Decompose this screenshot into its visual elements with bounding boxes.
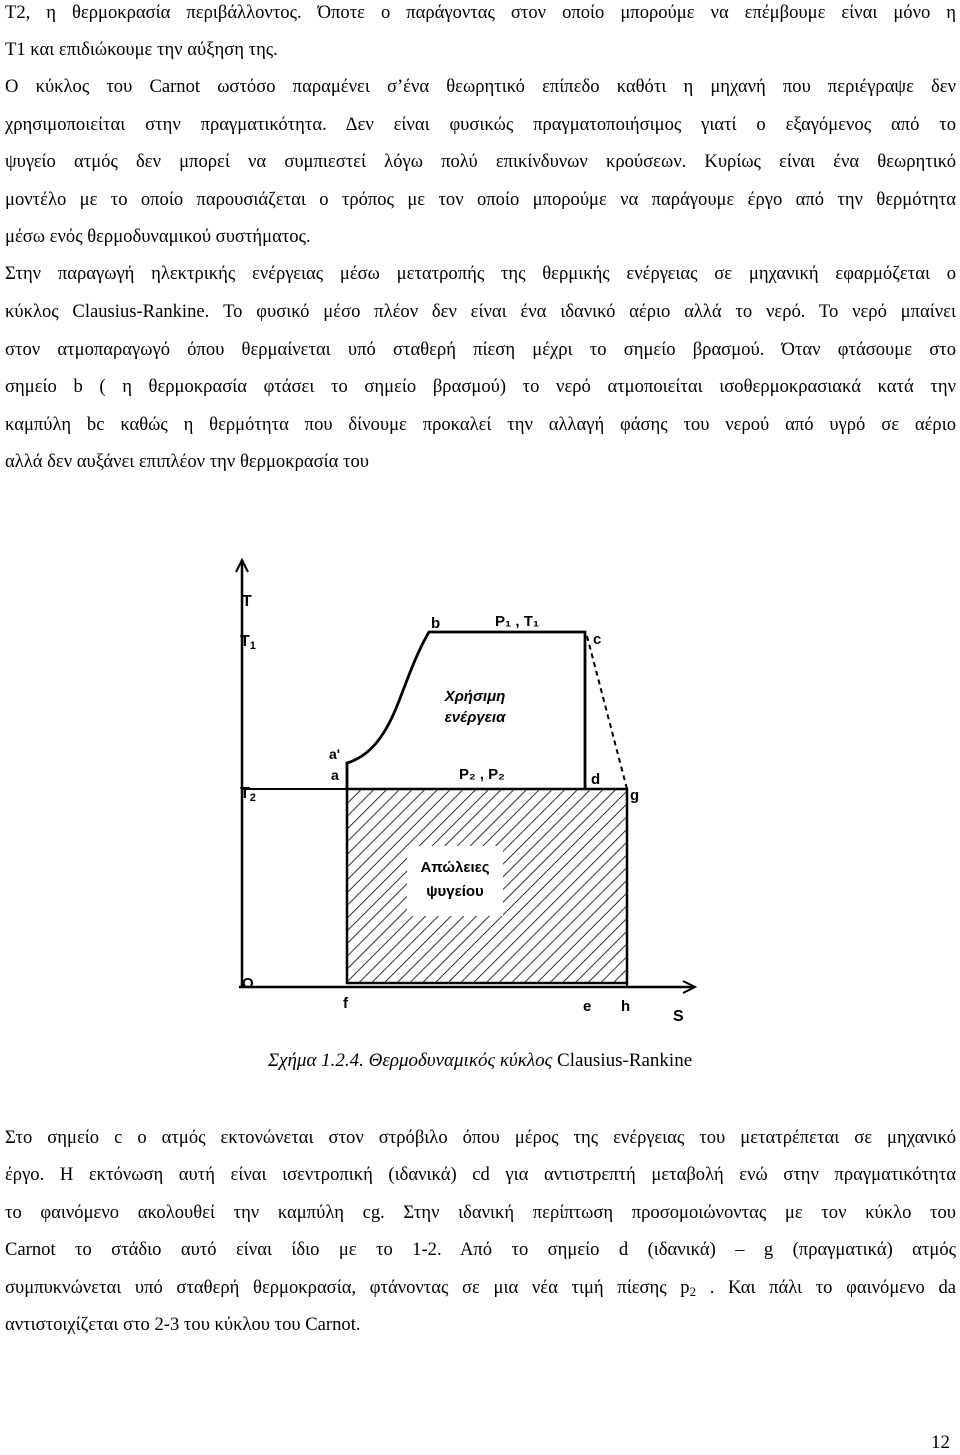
text-line-1: T2, η θερμοκρασία περιβάλλοντος. Όποτε ο παράγοντας στον οποίο μπορούμε να επέμβουμε είναι μόνο η <box>5 2 956 23</box>
text-line-13: αλλά δεν αυξάνει επιπλέον την θερμοκρασία του <box>5 451 369 472</box>
text-line-8: Στην παραγωγή ηλεκτρικής ενέργειας μέσω μετατροπής της θερμικής ενέργειας σε μηχανική εφαρμόζεται ο <box>5 263 956 284</box>
text-line-18 <box>5 1277 956 1303</box>
point-a-prime-label: a' <box>329 746 341 762</box>
point-f-label: f <box>343 995 348 1012</box>
point-b-label: b <box>431 615 441 632</box>
text-line-18-part-a: συμπυκνώνεται υπό σταθερή θερμοκρασία, φτάνοντας σε μια νέα τιμή πίεσης p <box>5 1277 690 1298</box>
text-line-19: αντιστοιχίζεται στο 2-3 του κύκλου του Carnot. <box>5 1314 361 1335</box>
text-line-2: T1 και επιδιώκουμε την αύξηση της. <box>5 39 278 60</box>
losses-label-2: ψυγείου <box>426 883 484 900</box>
axis-s-label: S <box>673 1008 684 1025</box>
tick-t2-label: T2 <box>240 785 256 804</box>
losses-label-1: Απώλειες <box>420 859 490 876</box>
tick-t1-label: T1 <box>240 633 256 652</box>
point-g-label: g <box>630 787 640 804</box>
page-number: 12 <box>931 1432 950 1453</box>
point-d-label: d <box>591 771 601 788</box>
origin-label: O <box>242 975 254 992</box>
pressure-subscript: 2 <box>689 1284 697 1299</box>
rankine-cycle-figure <box>225 556 705 1026</box>
text-line-11: σημείο b ( η θερμοκρασία φτάσει το σημείο βρασμού) το νερό ατμοποιείται ισοθερμοκρασιακά κατά την <box>5 376 956 397</box>
text-line-14: Στο σημείο c ο ατμός εκτονώνεται στον στρόβιλο όπου μέρος της ενέργειας του μετατρέπεται σε μηχανικό <box>5 1127 956 1148</box>
text-line-10: στον ατμοπαραγωγό όπου θερμαίνεται υπό σταθερή πίεση μέχρι το σημείο βρασμού. Όταν φτάσουμε στο <box>5 339 956 360</box>
useful-energy-label-1: Χρήσιμη <box>444 688 506 705</box>
text-line-16: το φαινόμενο ακολουθεί την καμπύλη cg. Στην ιδανική περίπτωση προσομοιώνοντας με τον κύκλο του <box>5 1202 956 1223</box>
text-line-4: χρησιμοποιείται στην πραγματικότητα. Δεν είναι φυσικώς πραγματοποιήσιμος γιατί ο εξαγόμενος από το <box>5 114 956 135</box>
figure-caption <box>0 1049 960 1073</box>
text-line-7: μέσω ενός θερμοδυναμικού συστήματος. <box>5 226 311 247</box>
text-line-3: Ο κύκλος του Carnot ωστόσο παραμένει σ’ένα θεωρητικό επίπεδο καθότι η μηχανή που περιέγραψε δεν <box>5 76 956 97</box>
text-line-17: Carnot το στάδιο αυτό είναι ίδιο με το 1-2. Από το σημείο d (ιδανικά) – g (πραγματικά) ατμός <box>5 1239 956 1260</box>
expansion-cg-dashed <box>587 636 627 789</box>
text-line-6: μοντέλο με το οποίο παρουσιάζεται ο τρόπος με τον οποίο μπορούμε να παράγουμε έργο από την θερμότητα <box>5 189 956 210</box>
point-a-label: a <box>331 767 339 783</box>
caption-normal: Clausius-Rankine <box>552 1050 693 1071</box>
text-line-18-part-b: . Και πάλι το φαινόμενο da <box>696 1277 956 1298</box>
text-line-15: έργο. Η εκτόνωση αυτή είναι ισεντροπική (ιδανικά) cd για αντιστρεπτή μεταβολή ενώ στην πραγματικότητα <box>5 1164 956 1185</box>
text-line-12: καμπύλη bc καθώς η θερμότητα που δίνουμε προκαλεί την αλλαγή φάσης του νερού από υγρό σε αέριο <box>5 414 956 435</box>
text-line-9: κύκλος Clausius-Rankine. Το φυσικό μέσο πλέον δεν είναι ένα ιδανικό αέριο αλλά το νερό. Το νερό μπαίνει <box>5 301 956 322</box>
caption-italic: Σχήμα 1.2.4. Θερμοδυναμικός κύκλος <box>267 1050 553 1071</box>
point-e-label: e <box>583 998 592 1015</box>
point-h-label: h <box>621 998 631 1015</box>
p2-label: P₂ , P₂ <box>459 766 505 783</box>
axis-t-label: T <box>242 593 252 610</box>
text-line-5: ψυγείο ατμός δεν μπορεί να συμπιεστεί λόγω πολύ επικίνδυνων κρούσεων. Κυρίως είναι ένα θεωρητικό <box>5 151 956 172</box>
useful-energy-label-2: ενέργεια <box>444 709 506 726</box>
point-c-label: c <box>593 631 602 648</box>
losses-label-background <box>407 846 503 916</box>
p1-t1-label: P₁ , T₁ <box>495 613 540 630</box>
